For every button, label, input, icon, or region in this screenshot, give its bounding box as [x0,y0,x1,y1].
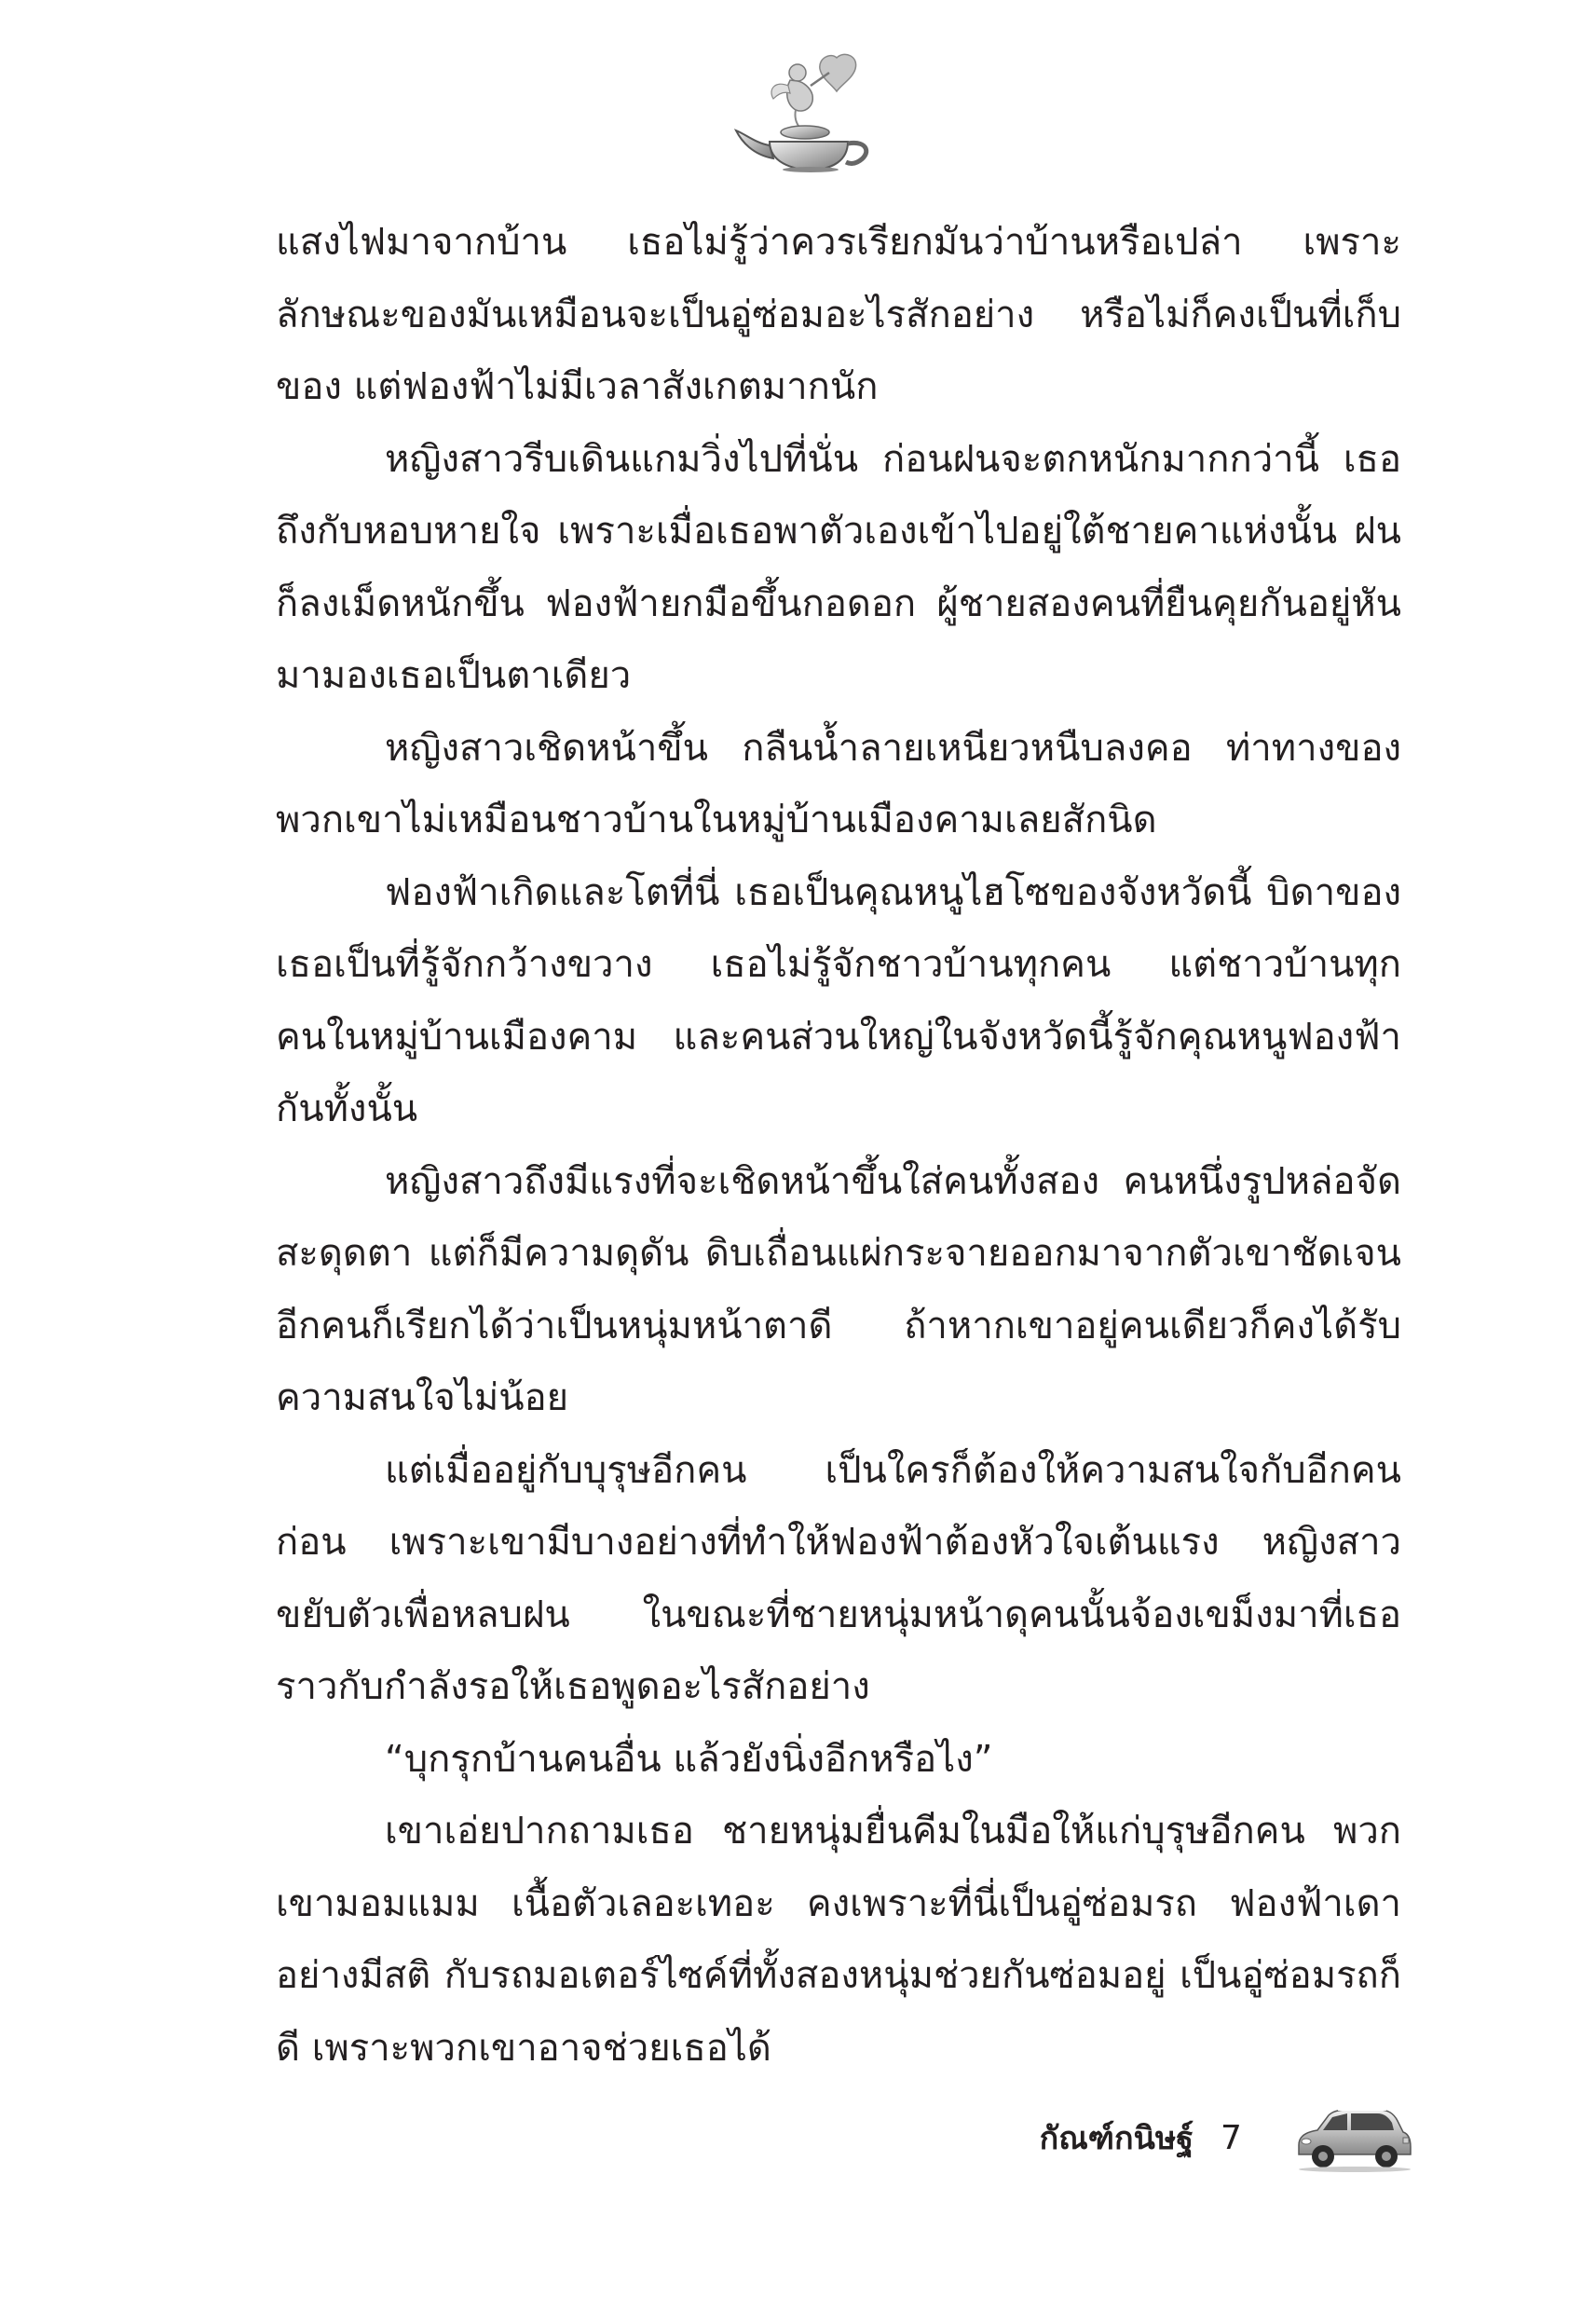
paragraph: หญิงสาวเชิดหน้าขึ้น กลืนน้ำลายเหนียวหนืบลงคอ ท่าทางของพวกเขาไม่เหมือนชาวบ้านในหมู่บ้านเมืองคามเลยสักนิด [276,726,1401,841]
page-footer [0,2095,1596,2188]
page-number: 7 [1221,2119,1242,2157]
book-title: กัณฑ์กนิษฐ์ [1039,2120,1194,2157]
paragraph: แสงไฟมาจากบ้าน เธอไม่รู้ว่าควรเรียกมันว่าบ้านหรือเปล่า เพราะลักษณะของมันเหมือนจะเป็นอู่ซ่อมอะไรสักอย่าง หรือไม่ก็คงเป็นที่เก็บของ แต่ฟองฟ้าไม่มีเวลาสังเกตมากนัก [276,221,1401,408]
paragraph: แต่เมื่ออยู่กับบุรุษอีกคน เป็นใครก็ต้องให้ความสนใจกับอีกคนก่อน เพราะเขามีบางอย่างที่ทำให้ฟองฟ้าต้องหัวใจเต้นแรง หญิงสาวขยับตัวเพื่อหลบฝน ในขณะที่ชายหนุ่มหน้าดุคนนั้นจ้องเขม็งมาที่เธอราวกับกำลังรอให้เธอพูดอะไรสักอย่าง [276,1448,1401,1708]
paragraph: หญิงสาวรีบเดินแกมวิ่งไปที่นั่น ก่อนฝนจะตกหนักมากกว่านี้ เธอถึงกับหอบหายใจ เพราะเมื่อเธอพาตัวเองเข้าไปอยู่ใต้ชายคาแห่งนั้น ฝนก็ลงเม็ดหนักขึ้น ฟองฟ้ายกมือขึ้นกอดอก ผู้ชายสองคนที่ยืนคุยกันอยู่หันมามองเธอเป็นตาเดียว [276,437,1401,697]
paragraph: เขาเอ่ยปากถามเธอ ชายหนุ่มยื่นคีมในมือให้แก่บุรุษอีกคน พวกเขามอมแมม เนื้อตัวเลอะเทอะ คงเพราะที่นี่เป็นอู่ซ่อมรถ ฟองฟ้าเดาอย่างมีสติ กับรถมอเตอร์ไซค์ที่ทั้งสองหนุ่มช่วยกันซ่อมอยู่ เป็นอู่ซ่อมรถก็ดี เพราะพวกเขาอาจช่วยเธอได้ [276,1810,1401,2070]
mini-car-icon [1293,2100,1414,2173]
body-text [276,207,1401,2085]
cherub-teapot-icon [732,52,891,173]
paragraph: หญิงสาวถึงมีแรงที่จะเชิดหน้าขึ้นใส่คนทั้งสอง คนหนึ่งรูปหล่อจัดสะดุดตา แต่ก็มีความดุดัน ดิบเถื่อนแผ่กระจายออกมาจากตัวเขาชัดเจน อีกคนก็เรียกได้ว่าเป็นหนุ่มหน้าตาดี ถ้าหากเขาอยู่คนเดียวก็คงได้รับความสนใจไม่น้อย [276,1159,1401,1419]
dialogue-line: “บุกรุกบ้านคนอื่น แล้วยังนิ่งอีกหรือไง” [385,1737,993,1781]
paragraph: ฟองฟ้าเกิดและโตที่นี่ เธอเป็นคุณหนูไฮโซของจังหวัดนี้ บิดาของเธอเป็นที่รู้จักกว้างขวาง เธอไม่รู้จักชาวบ้านทุกคน แต่ชาวบ้านทุกคนในหมู่บ้านเมืองคาม และคนส่วนใหญ่ในจังหวัดนี้รู้จักคุณหนูฟองฟ้ากันทั้งนั้น [276,870,1401,1130]
